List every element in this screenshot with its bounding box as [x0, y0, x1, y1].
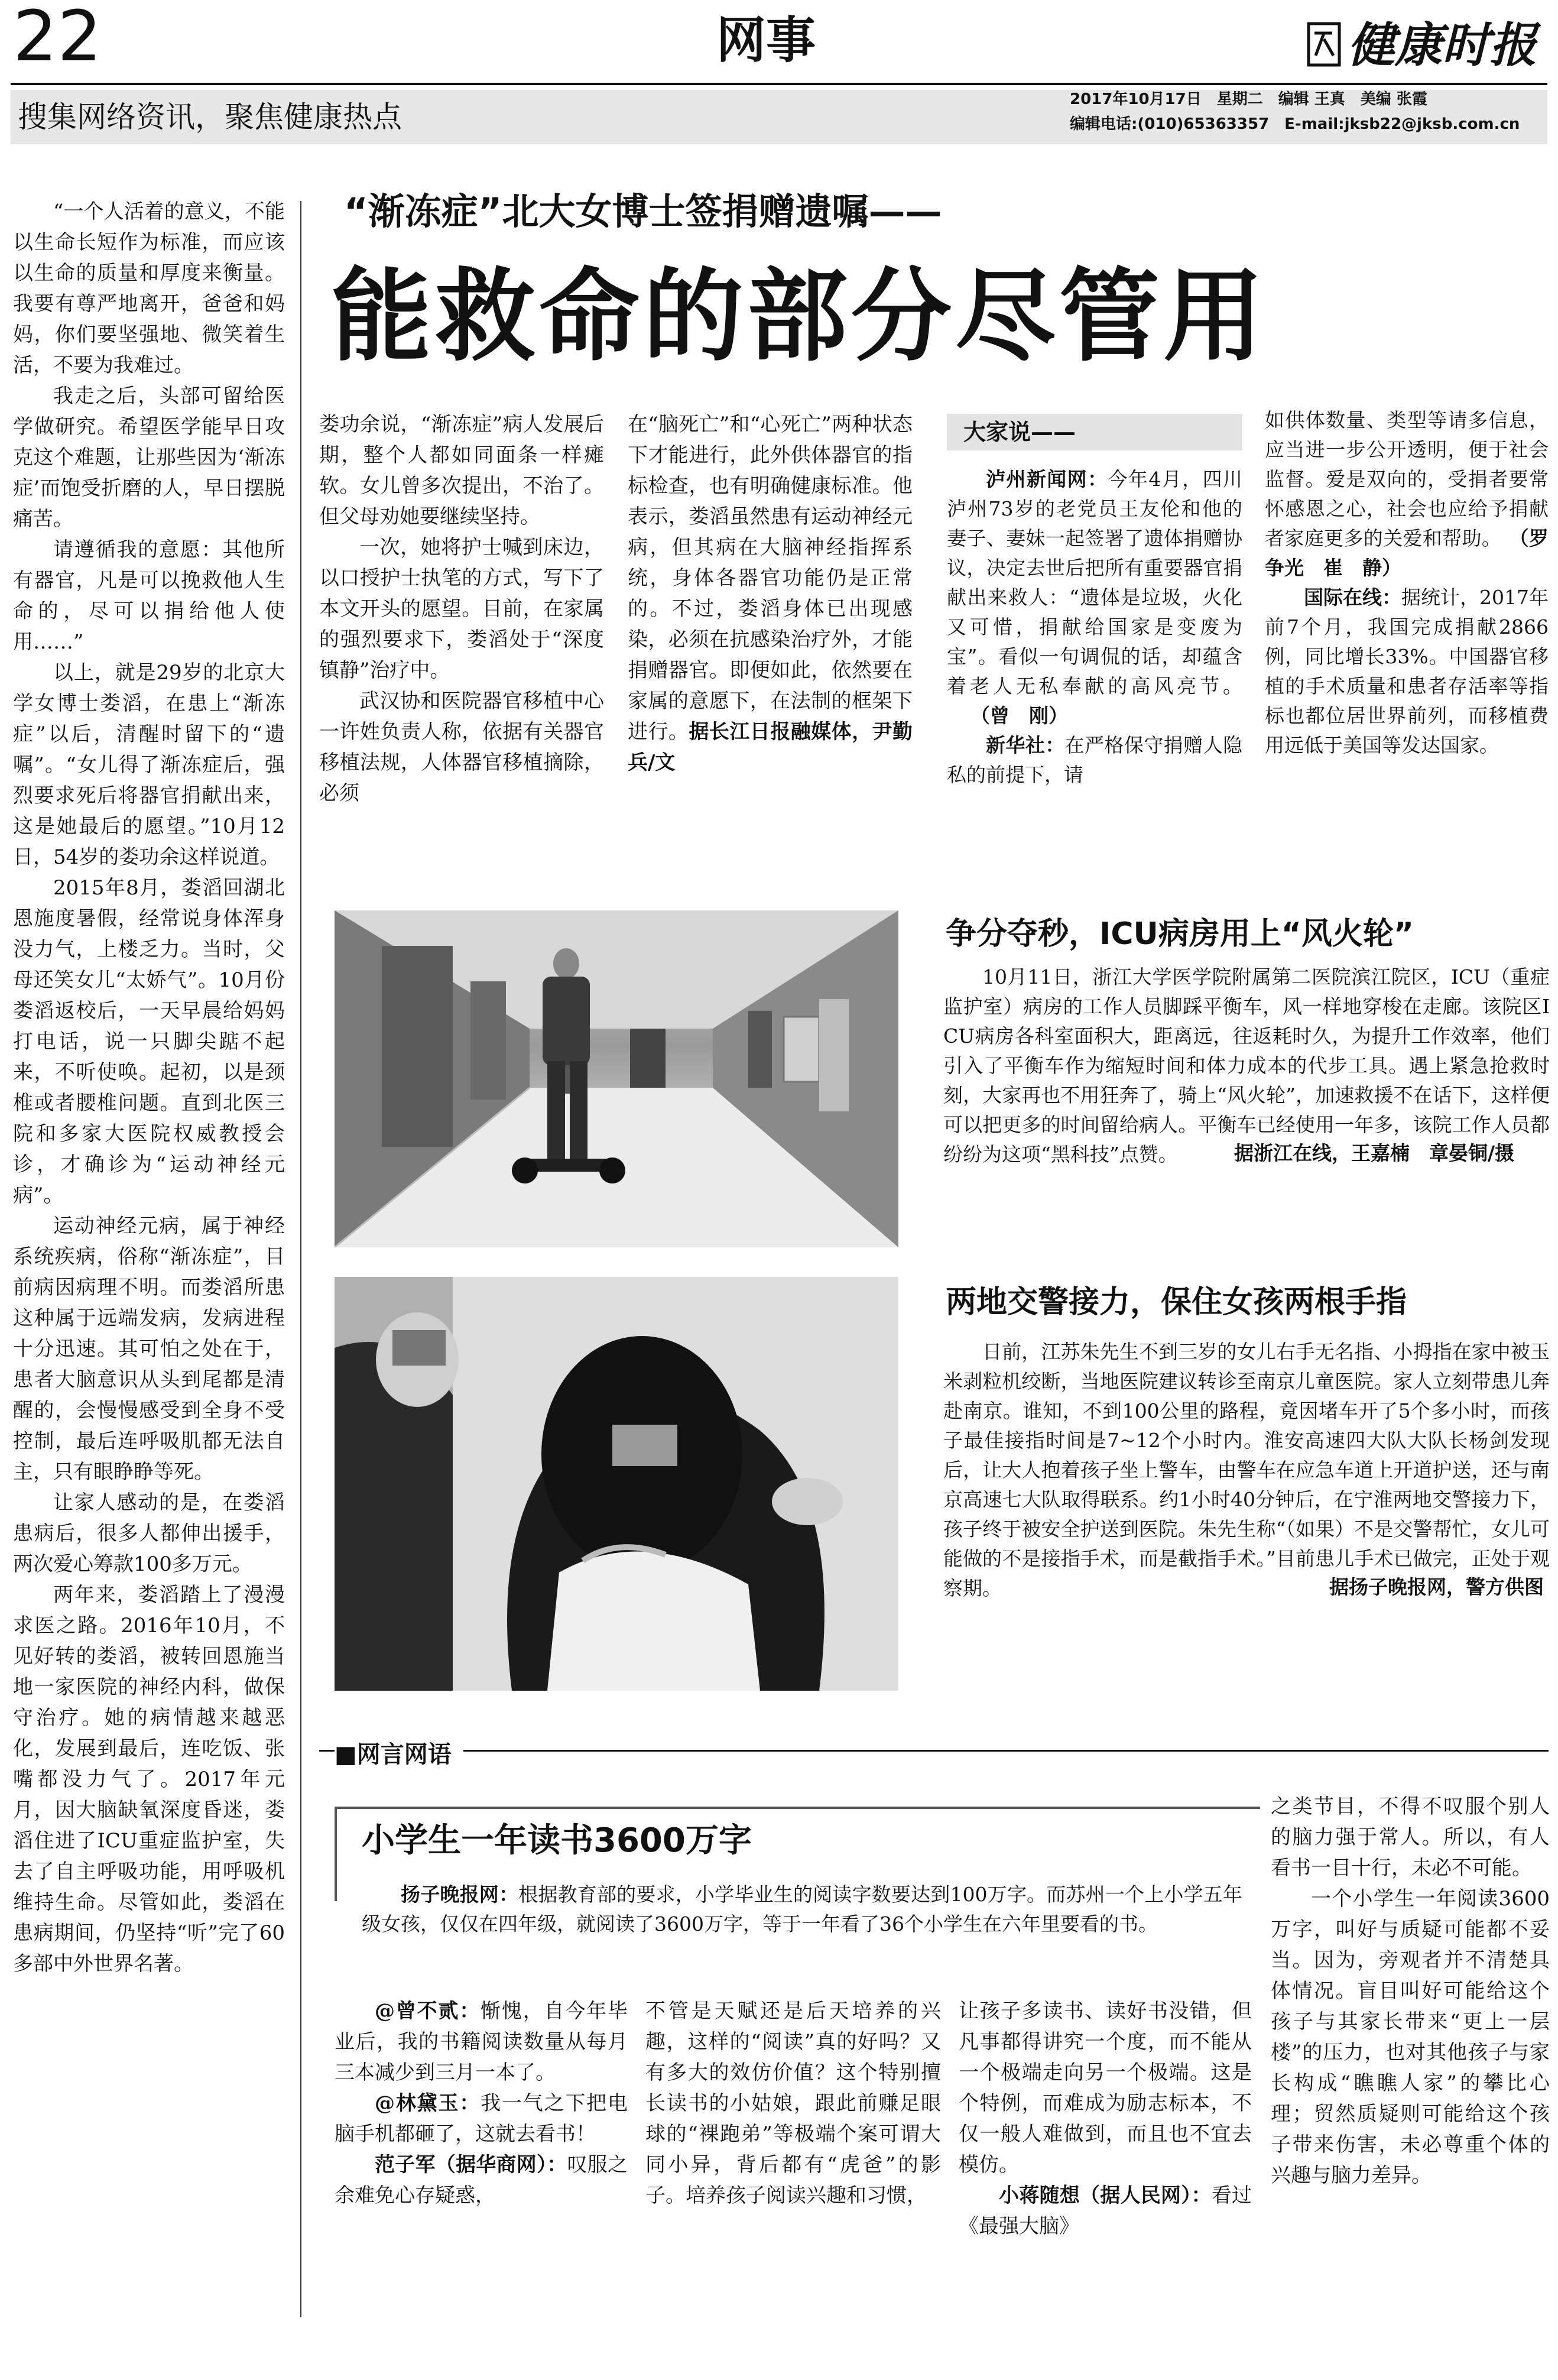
- police-body: [943, 1337, 1550, 1602]
- comment-source: 扬子晚报网：: [401, 1883, 519, 1906]
- comment: 新华社：在严格保守捐赠人隐私的前提下，请: [947, 734, 1243, 786]
- logo-mark-icon: [1306, 21, 1342, 67]
- paragraph: 2015年8月，娄滔回湖北恩施度暑假，经常说身体浑身没力气，上楼乏力。当时，父母还笑女儿“太娇气”。10月份娄滔返校后，一天早晨给妈妈打电话，说一只脚尖踮不起来，不听使唤。起初，以是颈椎或者腰椎问题。直到北医三院和多家大医院权威教授会诊，才确诊为“运动神经元病”。: [13, 876, 285, 1207]
- comment-source: @林黛玉：: [375, 2092, 481, 2115]
- web-section-rule: [319, 1750, 1549, 1752]
- comment-source: @曾不贰：: [375, 1999, 481, 2023]
- paragraph: 让孩子多读书、读好书没错，但凡事都得讲究一个度，而不能从一个极端走向另一个极端。这是个特例，而难成为励志标本，不仅一般人难做到，而且也不宜去模仿。: [959, 1999, 1252, 2177]
- page-number: 22: [13, 0, 102, 77]
- comment-source: 国际在线：: [1304, 586, 1402, 609]
- paragraph: 以上，就是29岁的北京大学女博士娄滔，在患上“渐冻症”以后，清醒时留下的“遗嘱”。“女儿得了渐冻症后，强烈要求死后将器官捐献出来，这是她最后的愿望。”10月12日，54岁的娄功余这样说道。: [13, 661, 285, 869]
- web-section-label: ■网言网语: [335, 1738, 463, 1771]
- girl-hug-photo: [335, 1277, 898, 1691]
- paragraph: 之类节目，不得不叹服个别人的脑力强于常人。所以，有人看书一目十行，未必不可能。: [1271, 1795, 1550, 1880]
- web-title: 小学生一年读书3600万字: [362, 1821, 752, 1860]
- section-title: 网事: [716, 11, 816, 69]
- icu-title: 争分夺秒，ICU病房用上“风火轮”: [946, 916, 1414, 952]
- web-box: [335, 1807, 1260, 1809]
- byline: 据长江日报融媒体，尹勤兵/文: [628, 720, 913, 774]
- slogan: 搜集网络资讯，聚焦健康热点: [18, 100, 402, 134]
- web-lead: [362, 1880, 1242, 1939]
- main-headline: 能救命的部分尽管用: [331, 257, 1268, 375]
- logo-text: 健康时报: [1348, 17, 1537, 73]
- newspaper-logo: [1306, 17, 1554, 76]
- comment: 小蒋随想（据人民网）：看过《最强大脑》: [959, 2184, 1252, 2238]
- paragraph: 10月11日，浙江大学医学院附属第二医院滨江院区，ICU（重症监护室）病房的工作人员脚踩平衡车，风一样地穿梭在走廊。该院区ICU病房各科室面积大，距离远，往返耗时久，为提升工作效率，他们引入了平衡车作为缩短时间和体力成本的代步工具。遇上紧急抢救时刻，大家再也不用狂奔了，骑上“风火轮”，加速救援不在话下，这样便可以把更多的时间留给病人。平衡车已经使用一年多，该院工作人员都纷纷为这项“黑科技”点赞。: [943, 965, 1550, 1166]
- photo-credit: 据浙江在线，王嘉楠 章晏铜/摄: [1234, 1142, 1514, 1165]
- contact-line: 编辑电话:(010)65363357 E-mail:jksb22@jksb.com.cn: [1070, 115, 1520, 133]
- paragraph: 我走之后，头部可留给医学做研究。希望医学能早日攻克这个难题，让那些因为‘渐冻症’而饱受折磨的人，早日摆脱痛苦。: [13, 384, 285, 531]
- paragraph: 请遵循我的意愿：其他所有器官，凡是可以挽救他人生命的，尽可以捐给他人使用……”: [13, 538, 285, 654]
- comment-author: （曾 刚）: [970, 704, 1068, 727]
- main-col-3: [628, 409, 913, 778]
- web-box-left: [335, 1807, 337, 1901]
- comment: 范子军（据华商网）：叹服之余难免心存疑惑，: [335, 2153, 628, 2207]
- paragraph: 一个小学生一年阅读3600万字，叫好与质疑可能都不妥当。因为，旁观者并不清楚具体情况。盲目叫好可能给这个孩子与其家长带来“更上一层楼”的压力，也对其他孩子与家长构成“瞧瞧人家”的攀比心理；贸然质疑则可能给这个孩子带来伤害，未必尊重个体的兴趣与脑力差异。: [1271, 1887, 1550, 2187]
- paragraph: 武汉协和医院器官移植中心一许姓负责人称，依据有关器官移植法规，人体器官移植摘除，必须: [319, 689, 604, 805]
- column-divider: [300, 201, 301, 2317]
- comment: @林黛玉：我一气之下把电脑手机都砸了，这就去看书！: [335, 2092, 628, 2146]
- paragraph: 娄功余说，“渐冻症”病人发展后期，整个人都如同面条一样瘫软。女儿曾多次提出，不治了。但父母劝她要继续坚持。: [319, 413, 604, 528]
- web-col-4: [1271, 1791, 1550, 2191]
- dajia-title: 大家说——: [963, 419, 1076, 445]
- dajia-col-left: [947, 465, 1242, 790]
- web-col-1: [335, 1996, 628, 2211]
- main-col-1: [13, 196, 285, 1979]
- paragraph: “一个人活着的意义，不能以生命长短作为标准，而应该以生命的质量和厚度来衡量。我要有尊严地离开，爸爸和妈妈，你们要坚强地、微笑着生活，不要为我难过。: [13, 200, 285, 377]
- comment-author: （罗争光 崔 静）: [1265, 527, 1549, 579]
- paragraph: 不管是天赋还是后天培养的兴趣，这样的“阅读”真的好吗？又有多大的效仿价值？这个特别擅长读书的小姑娘，跟此前赚足眼球的“裸跑弟”等极端个案可谓大同小异，背后都有“虎爸”的影子。培养孩子阅读兴趣和习惯，: [645, 1999, 941, 2207]
- paragraph: 在“脑死亡”和“心死亡”两种状态下才能进行，此外供体器官的指标检查，也有明确健康标准。他表示，娄滔虽然患有运动神经元病，但其病在大脑神经指挥系统，身体各器官功能仍是正常的。不过，娄滔身体已出现感染，必须在抗感染治疗外，才能捐赠器官。即便如此，依然要在家属的意愿下，在法制的框架下进行。据长江日报融媒体，尹勤兵/文: [628, 413, 913, 774]
- main-col-2: [319, 409, 604, 809]
- web-col-3: [959, 1996, 1252, 2242]
- dajia-col-right: [1265, 406, 1549, 760]
- comment: 如供体数量、类型等请多信息，应当进一步公开透明，便于社会监督。爱是双向的，受捐者要常怀感恩之心，社会也应给予捐献者家庭更多的关爱和帮助。 （罗争光 崔 静）: [1265, 408, 1549, 579]
- date-line: 2017年10月17日 星期二 编辑 王真 美编 张霞: [1070, 90, 1427, 108]
- web-col-2: [645, 1996, 941, 2211]
- paragraph: 日前，江苏朱先生不到三岁的女儿右手无名指、小拇指在家中被玉米剥粒机绞断，当地医院建议转诊至南京儿童医院。家人立刻带患儿奔赴南京。谁知，不到100公里的路程，竟因堵车开了5个多小时，而孩子最佳接指时间是7~12个小时内。淮安高速四大队大队长杨剑发现后，让大人抱着孩子坐上警车，由警车在应急车道上开道护送，还与南京高速七大队取得联系。约1小时40分钟后，在宁淮两地交警接力下，孩子终于被安全护送到医院。朱先生称“（如果）不是交警帮忙，女儿可能做的不是接指手术，而是截指手术。”目前患儿手术已做完，正处于观察期。: [943, 1340, 1550, 1600]
- comment-source: 范子军（据华商网）：: [375, 2153, 567, 2177]
- comment: 国际在线：据统计，2017年前7个月，我国完成捐献2866例，同比增长33%。中国器官移植的手术质量和患者存活率等指标也都位居世界前列，而移植费用远低于美国等发达国家。: [1265, 586, 1549, 757]
- paragraph: 一次，她将护士喊到床边，以口授护士执笔的方式，写下了本文开头的愿望。目前，在家属的强烈要求下，娄滔处于“深度镇静”治疗中。: [319, 536, 604, 682]
- icu-body: [943, 962, 1550, 1168]
- paragraph: 两年来，娄滔踏上了漫漫求医之路。2016年10月，不见好转的娄滔，被转回恩施当地一家医院的神经内科，做保守治疗。她的病情越来越恶化，发展到最后，连吃饭、张嘴都没力气了。2017年元月，因大脑缺氧深度昏迷，娄滔住进了ICU重症监护室，失去了自主呼吸功能，用呼吸机维持生命。尽管如此，娄滔在患病期间，仍坚持“听”完了60多部中外世界名著。: [13, 1583, 285, 1976]
- paragraph: 让家人感动的是，在娄滔患病后，很多人都伸出援手，两次爱心筹款100多万元。: [13, 1491, 285, 1576]
- icu-corridor-photo: [335, 910, 898, 1247]
- comment-source: 新华社：: [986, 734, 1065, 757]
- photo-credit: 据扬子晚报网，警方供图: [1329, 1575, 1544, 1598]
- main-kicker: “渐冻症”北大女博士签捐赠遗嘱——: [344, 190, 942, 233]
- paragraph: 扬子晚报网：根据教育部的要求，小学毕业生的阅读字数要达到100万字。而苏州一个上小学五年级女孩，仅仅在四年级，就阅读了3600万字，等于一年看了36个小学生在六年里要看的书。: [362, 1883, 1242, 1935]
- comment-source: 小蒋随想（据人民网）：: [999, 2184, 1212, 2207]
- comment: @曾不贰：惭愧，自今年毕业后，我的书籍阅读数量从每月三本减少到三月一本了。: [335, 1999, 628, 2084]
- header-rule: [11, 83, 1547, 85]
- comment-source: 泸州新闻网：: [986, 468, 1108, 491]
- paragraph: 运动神经元病，属于神经系统疾病，俗称“渐冻症”，目前病因病理不明。而娄滔所患这种属于远端发病，发病进程十分迅速。其可怕之处在于，患者大脑意识从头到尾都是清醒的，会慢慢感受到全身不受控制，最后连呼吸肌都无法自主，只有眼睁睁等死。: [13, 1214, 285, 1484]
- comment: 泸州新闻网：今年4月，四川泸州73岁的老党员王友伦和他的妻子、妻妹一起签署了遗体捐赠协议，决定去世后把所有重要器官捐献出来救人：“遗体是垃圾，火化又可惜，捐献给国家是变废为宝”。看似一句调侃的话，却蕴含着老人无私奉献的高风亮节。（曾 刚）: [947, 468, 1242, 727]
- police-title: 两地交警接力，保住女孩两根手指: [946, 1285, 1407, 1320]
